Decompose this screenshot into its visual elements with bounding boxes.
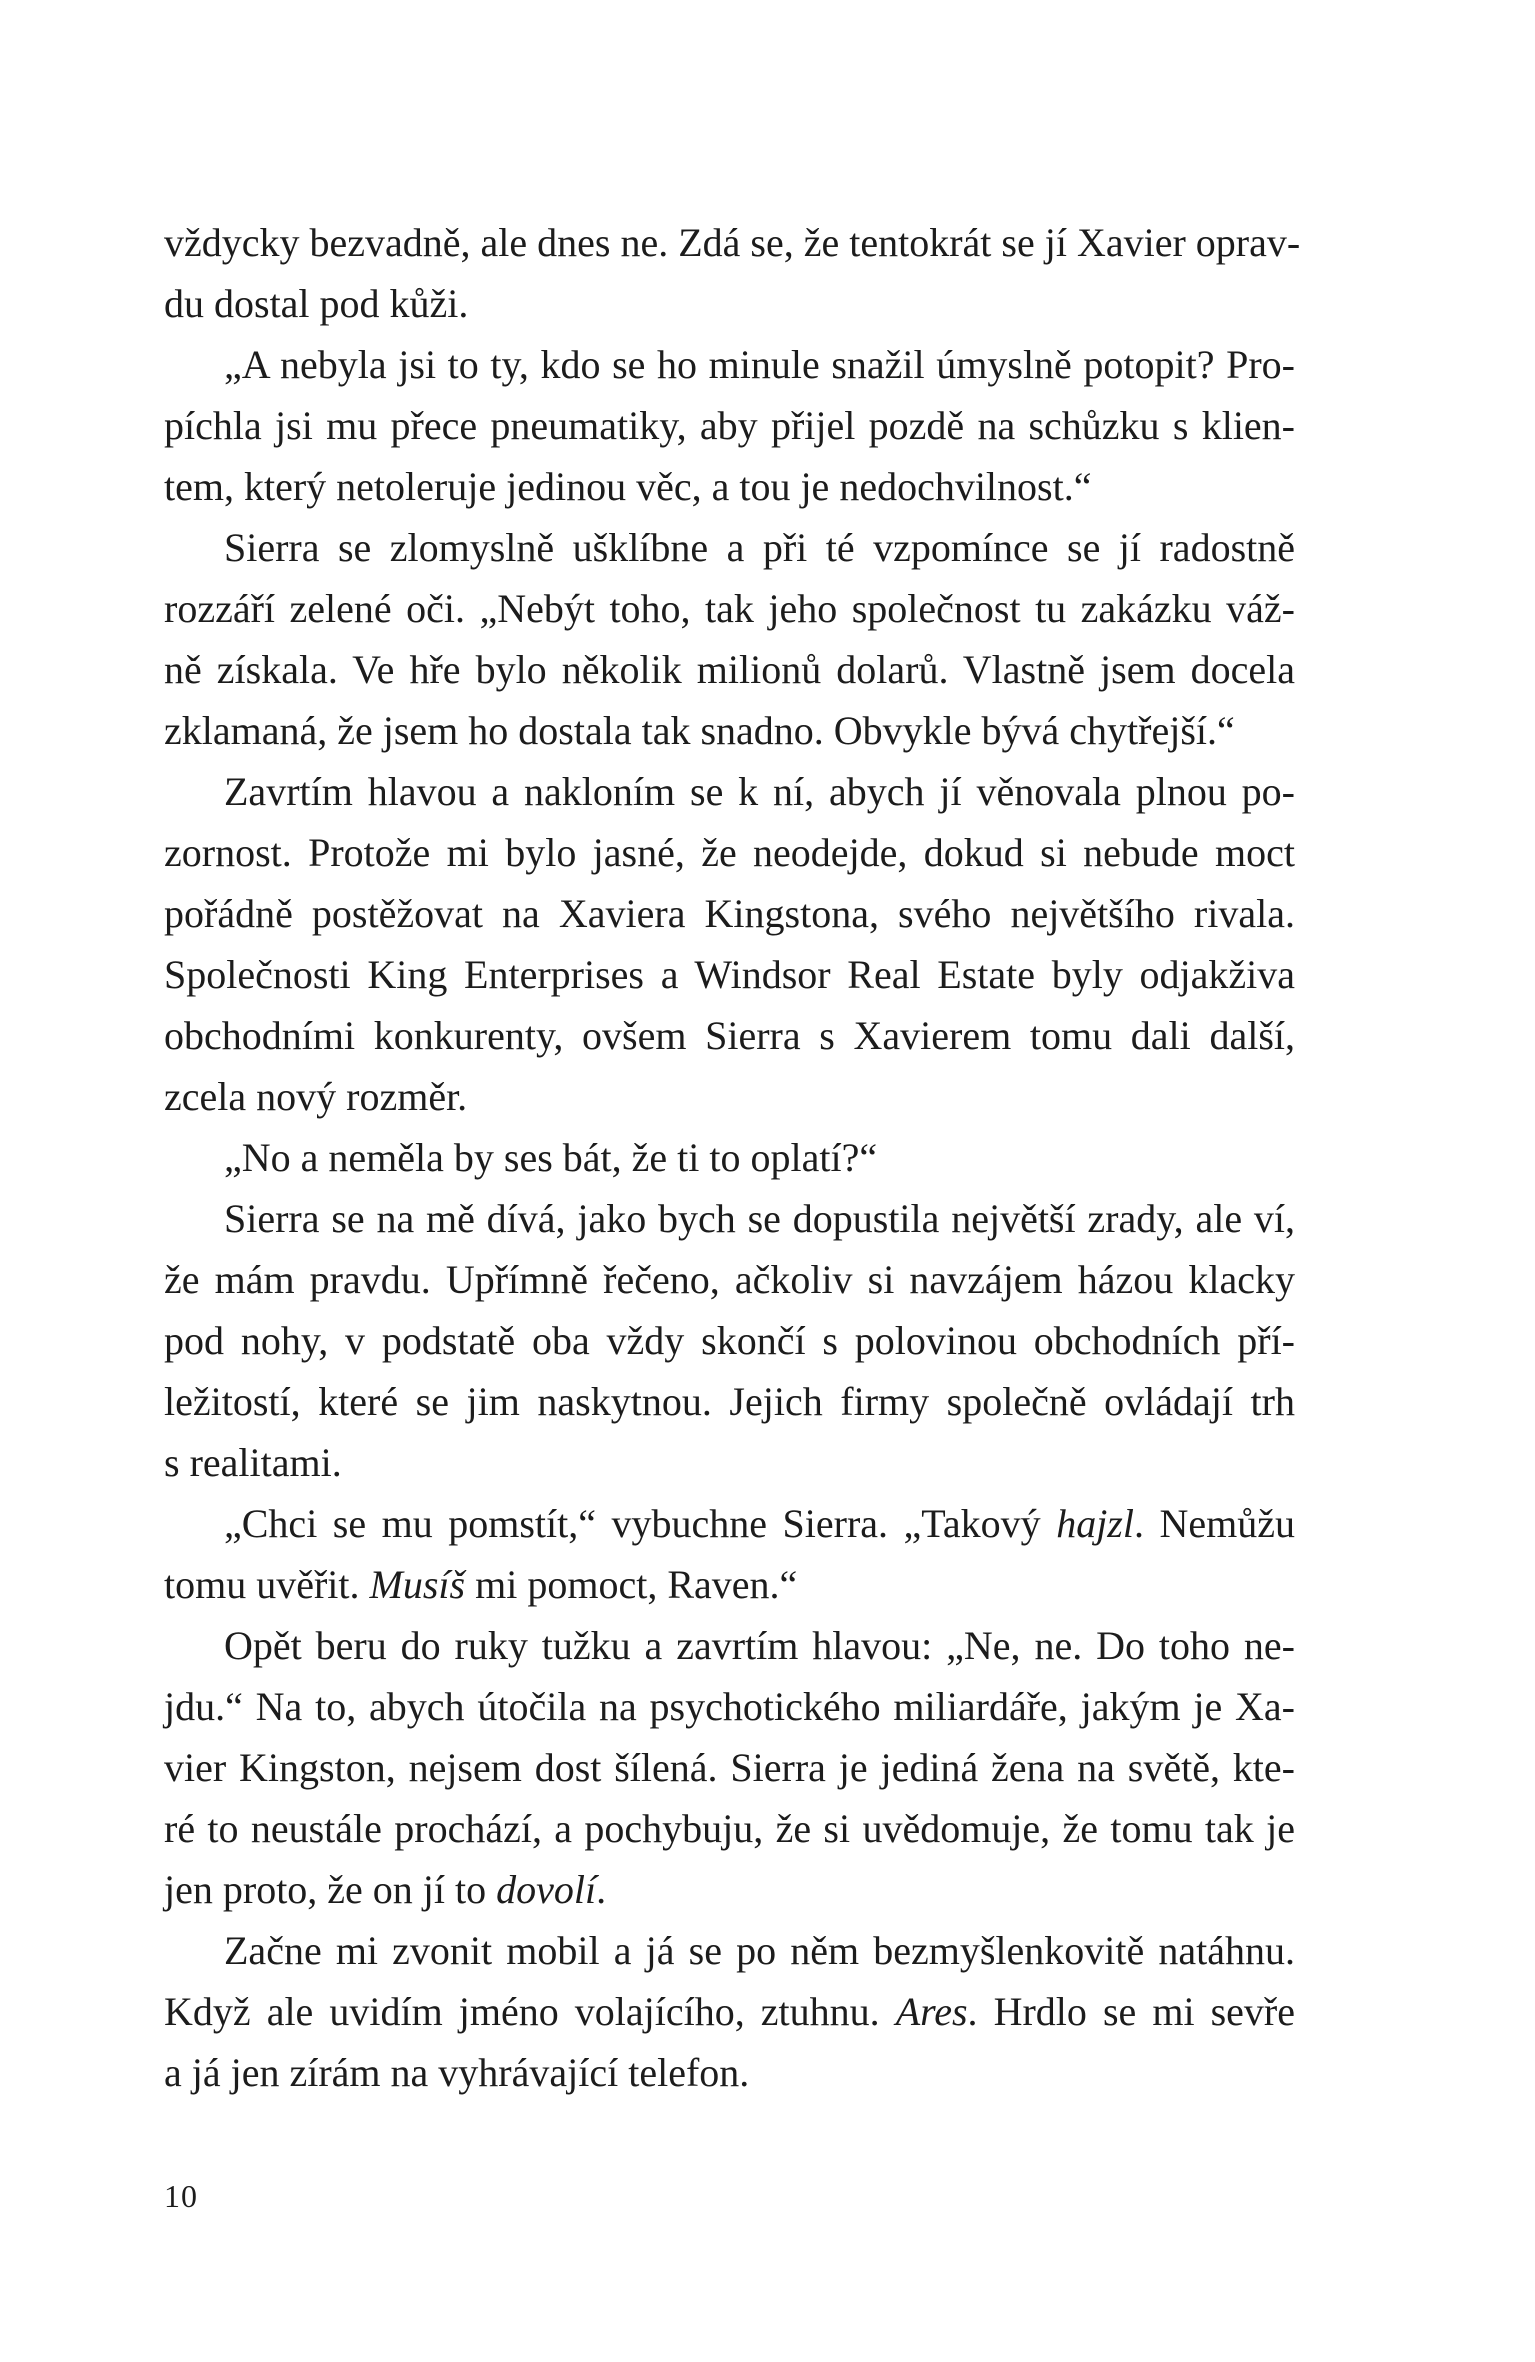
text-segment: vier Kingston, nejsem dost šílená. Sierra je jediná žena na světě, kte- xyxy=(164,1745,1295,1790)
paragraph xyxy=(164,1188,1295,1493)
text-segment: Opět beru do ruky tužku a zavrtím hlavou: „Ne, ne. Do toho ne- xyxy=(224,1623,1295,1668)
paragraph xyxy=(164,1127,1295,1188)
text-line xyxy=(164,1310,1295,1371)
text-segment: . xyxy=(596,1867,607,1912)
text-segment: s realitami. xyxy=(164,1440,342,1485)
text-segment: Sierra se na mě dívá, jako bych se dopustila největší zrady, ale ví, xyxy=(224,1196,1295,1241)
text-segment: a já jen zírám na vyhrávající telefon. xyxy=(164,2050,750,2095)
text-line xyxy=(164,1737,1295,1798)
text-segment: zklamaná, že jsem ho dostala tak snadno. Obvykle bývá chytřejší.“ xyxy=(164,708,1235,753)
text-line xyxy=(164,456,1295,517)
text-line xyxy=(164,395,1295,456)
text-segment: . Hrdlo se mi sevře xyxy=(967,1989,1295,2034)
text-segment: Společnosti King Enterprises a Windsor Real Estate byly odjakživa xyxy=(164,952,1295,997)
text-segment: píchla jsi mu přece pneumatiky, aby přijel pozdě na schůzku s klien- xyxy=(164,403,1295,448)
text-segment: rozzáří zelené oči. „Nebýt toho, tak jeho společnost tu zakázku váž- xyxy=(164,586,1295,631)
text-line xyxy=(164,1432,1295,1493)
text-line xyxy=(164,1127,1295,1188)
text-segment: mi pomoct, Raven.“ xyxy=(465,1562,798,1607)
italic-text: Musíš xyxy=(369,1562,466,1607)
body-text xyxy=(164,212,1301,2103)
paragraph xyxy=(164,761,1295,1127)
text-line xyxy=(164,1493,1295,1554)
italic-text: hajzl xyxy=(1056,1501,1134,1546)
text-line xyxy=(164,2042,1295,2103)
paragraph xyxy=(164,212,1301,334)
text-line xyxy=(164,822,1295,883)
text-line xyxy=(164,761,1295,822)
text-segment: ležitostí, které se jim naskytnou. Jejich firmy společně ovládají trh xyxy=(164,1379,1295,1424)
text-line xyxy=(164,1005,1295,1066)
text-line xyxy=(164,1920,1295,1981)
text-segment: obchodními konkurenty, ovšem Sierra s Xavierem tomu dali další, xyxy=(164,1013,1295,1058)
paragraph xyxy=(164,1615,1295,1920)
paragraph xyxy=(164,334,1295,517)
text-segment: že mám pravdu. Upřímně řečeno, ačkoliv si navzájem házou klacky xyxy=(164,1257,1295,1302)
text-line xyxy=(164,700,1295,761)
text-line xyxy=(164,1676,1295,1737)
text-segment: pod nohy, v podstatě oba vždy skončí s polovinou obchodních pří- xyxy=(164,1318,1295,1363)
text-line xyxy=(164,883,1295,944)
text-segment: zornost. Protože mi bylo jasné, že neodejde, dokud si nebude moct xyxy=(164,830,1295,875)
text-segment: . Nemůžu xyxy=(1133,1501,1295,1546)
text-line xyxy=(164,1859,1295,1920)
text-segment: Sierra se zlomyslně ušklíbne a při té vzpomínce se jí radostně xyxy=(224,525,1295,570)
text-segment: Zavrtím hlavou a nakloním se k ní, abych jí věnovala plnou po- xyxy=(224,769,1295,814)
text-line xyxy=(164,334,1295,395)
text-segment: zcela nový rozměr. xyxy=(164,1074,468,1119)
text-line xyxy=(164,1798,1295,1859)
text-line xyxy=(164,1554,1295,1615)
italic-text: dovolí xyxy=(496,1867,597,1912)
text-line xyxy=(164,1371,1295,1432)
text-segment: du dostal pod kůži. xyxy=(164,281,469,326)
text-line xyxy=(164,1066,1295,1127)
text-segment: ně získala. Ve hře bylo několik milionů dolarů. Vlastně jsem docela xyxy=(164,647,1295,692)
text-line xyxy=(164,273,1295,334)
text-line xyxy=(164,212,1301,273)
paragraph xyxy=(164,1493,1295,1615)
italic-text: Ares xyxy=(895,1989,968,2034)
paragraph xyxy=(164,517,1295,761)
text-line xyxy=(164,1981,1295,2042)
text-segment: jdu.“ Na to, abych útočila na psychotického miliardáře, jakým je Xa- xyxy=(164,1684,1295,1729)
text-line xyxy=(164,517,1295,578)
page-number: 10 xyxy=(164,2178,198,2214)
text-segment: ré to neustále prochází, a pochybuju, že si uvědomuje, že tomu tak je xyxy=(164,1806,1295,1851)
text-segment: tem, který netoleruje jedinou věc, a tou je nedochvilnost.“ xyxy=(164,464,1092,509)
text-segment: vždycky bezvadně, ale dnes ne. Zdá se, že tentokrát se jí Xavier oprav- xyxy=(164,220,1301,265)
text-segment: jen proto, že on jí to xyxy=(164,1867,497,1912)
text-segment: pořádně postěžovat na Xaviera Kingstona, svého největšího rivala. xyxy=(164,891,1295,936)
text-line xyxy=(164,1249,1295,1310)
text-segment: Začne mi zvonit mobil a já se po něm bezmyšlenkovitě natáhnu. xyxy=(224,1928,1295,1973)
text-segment: Když ale uvidím jméno volajícího, ztuhnu. xyxy=(164,1989,896,2034)
paragraph xyxy=(164,1920,1295,2103)
text-segment: „No a neměla by ses bát, že ti to oplatí?“ xyxy=(224,1135,878,1180)
text-segment: „Chci se mu pomstít,“ vybuchne Sierra. „Takový xyxy=(224,1501,1057,1546)
text-line xyxy=(164,944,1295,1005)
text-segment: „A nebyla jsi to ty, kdo se ho minule snažil úmyslně potopit? Pro- xyxy=(224,342,1295,387)
text-segment: tomu uvěřit. xyxy=(164,1562,370,1607)
text-line xyxy=(164,578,1295,639)
text-line xyxy=(164,1188,1295,1249)
text-line xyxy=(164,1615,1295,1676)
text-line xyxy=(164,639,1295,700)
